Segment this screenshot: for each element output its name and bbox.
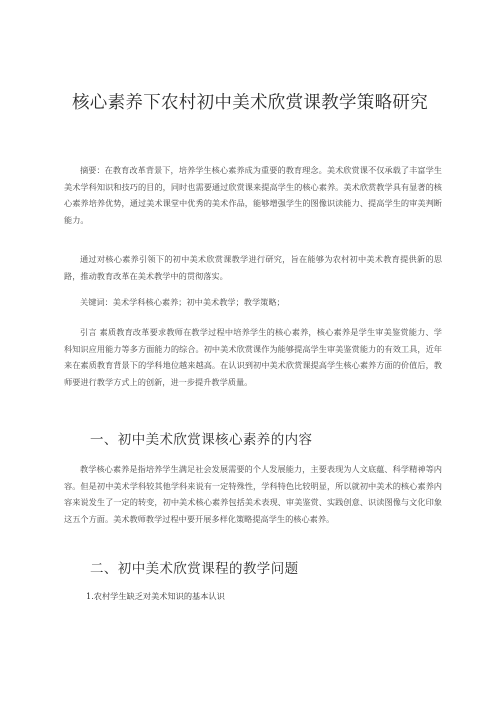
abstract-paragraph: 摘要：在教育改革背景下，培养学生核心素养成为重要的教育理念。美术欣赏课不仅承载了丰富学生美术学科知识和技巧的目的，同时也需要通过欣赏课来提高学生的核心素养。美术欣赏教学具有显著的核心素养培养优势，通过美术课堂中优秀的美术作品，能够增强学生的图像识读能力、提高学生的审美判断能力。 (64, 165, 442, 225)
introduction-paragraph: 引言 素质教育改革要求教师在教学过程中培养学生的核心素养，核心素养是学生审美鉴赏能力、学科知识应用能力等多方面能力的综合。初中美术欣赏课作为能够提高学生审美鉴赏能力的有效工具，近年来在素质教育背景下的学科地位越来越高。在认识到初中美术欣赏课提高学生核心素养方面的价值后，教师要进行教学方式上的创新，进一步提升教学质量。 (64, 327, 442, 387)
subsection-1-heading: 1.农村学生缺乏对美术知识的基本认识 (86, 591, 225, 601)
keywords-paragraph: 关键词：美术学科核心素养；初中美术教学；教学策略； (80, 297, 285, 307)
document-title: 核心素养下农村初中美术欣赏课教学策略研究 (72, 93, 428, 113)
purpose-paragraph: 通过对核心素养引领下的初中美术欣赏课教学进行研究，旨在能够为农村初中美术教育提供新的思路，推动教育改革在美术教学中的贯彻落实。 (64, 254, 442, 281)
section-2-heading: 二、初中美术欣赏课程的教学问题 (90, 561, 299, 577)
section-1-heading: 一、初中美术欣赏课核心素养的内容 (90, 432, 313, 448)
section-1-body: 教学核心素养是指培养学生满足社会发展需要的个人发展能力，主要表现为人文底蕴、科学精神等内容。但是初中美术学科较其他学科来说有一定特殊性，学科特色比较明显，所以就初中美术的核心素养内容来说发生了一定的转变，初中美术核心素养包括美术表现、审美鉴赏、实践创意、识读图像与文化印象这五个方面。美术教师教学过程中要开展多样化策略提高学生的核心素养。 (64, 464, 442, 524)
